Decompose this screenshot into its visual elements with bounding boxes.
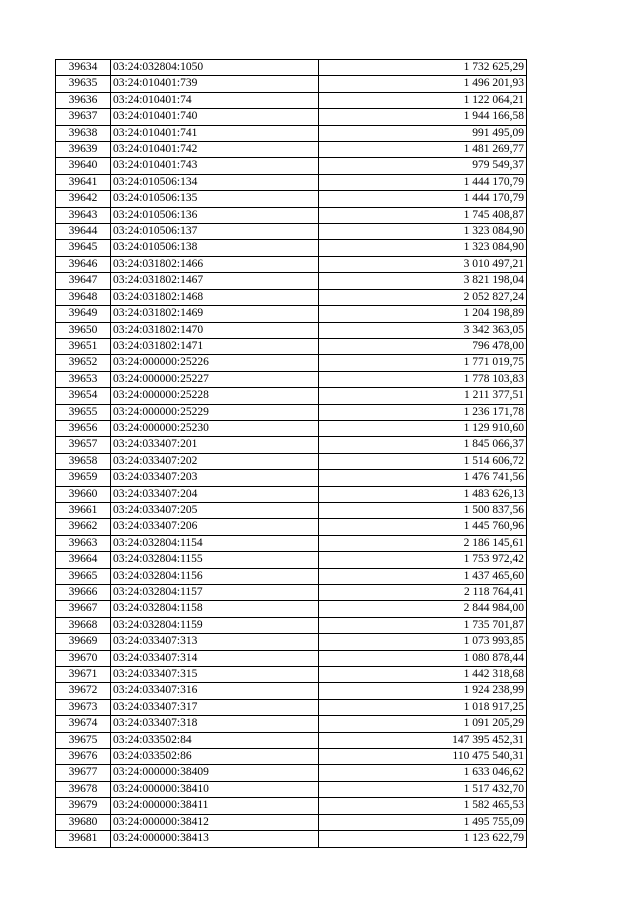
row-number-cell: 39651 xyxy=(56,338,111,354)
table-row xyxy=(56,535,527,551)
row-number-cell: 39677 xyxy=(56,765,111,781)
table-row xyxy=(56,174,527,190)
table-row xyxy=(56,207,527,223)
row-number-cell: 39652 xyxy=(56,355,111,371)
cadastral-number-cell: 03:24:033407:316 xyxy=(111,683,319,699)
value-cell: 1 845 066,37 xyxy=(319,437,527,453)
value-cell: 1 778 103,83 xyxy=(319,371,527,387)
cadastral-number-cell: 03:24:033407:313 xyxy=(111,634,319,650)
row-number-cell: 39670 xyxy=(56,650,111,666)
row-number-cell: 39666 xyxy=(56,585,111,601)
cadastral-number-cell: 03:24:031802:1466 xyxy=(111,256,319,272)
row-number-cell: 39634 xyxy=(56,60,111,76)
table-row xyxy=(56,716,527,732)
cadastral-number-cell: 03:24:033407:202 xyxy=(111,453,319,469)
cadastral-number-cell: 03:24:000000:38410 xyxy=(111,781,319,797)
row-number-cell: 39679 xyxy=(56,798,111,814)
cadastral-number-cell: 03:24:033407:204 xyxy=(111,486,319,502)
table-row xyxy=(56,502,527,518)
table-row xyxy=(56,109,527,125)
table-row xyxy=(56,617,527,633)
row-number-cell: 39640 xyxy=(56,158,111,174)
table-row xyxy=(56,650,527,666)
row-number-cell: 39661 xyxy=(56,502,111,518)
cadastral-number-cell: 03:24:033407:206 xyxy=(111,519,319,535)
row-number-cell: 39680 xyxy=(56,814,111,830)
cadastral-number-cell: 03:24:010401:742 xyxy=(111,142,319,158)
value-cell: 1 442 318,68 xyxy=(319,667,527,683)
value-cell: 1 582 465,53 xyxy=(319,798,527,814)
row-number-cell: 39636 xyxy=(56,92,111,108)
row-number-cell: 39638 xyxy=(56,125,111,141)
row-number-cell: 39657 xyxy=(56,437,111,453)
value-cell: 2 844 984,00 xyxy=(319,601,527,617)
cadastral-number-cell: 03:24:032804:1154 xyxy=(111,535,319,551)
cadastral-number-cell: 03:24:032804:1155 xyxy=(111,552,319,568)
value-cell: 1 753 972,42 xyxy=(319,552,527,568)
row-number-cell: 39681 xyxy=(56,831,111,847)
value-cell: 1 924 238,99 xyxy=(319,683,527,699)
row-number-cell: 39671 xyxy=(56,667,111,683)
cadastral-number-cell: 03:24:000000:25229 xyxy=(111,404,319,420)
value-cell: 1 732 625,29 xyxy=(319,60,527,76)
value-cell: 1 323 084,90 xyxy=(319,224,527,240)
value-cell: 1 211 377,51 xyxy=(319,388,527,404)
row-number-cell: 39668 xyxy=(56,617,111,633)
row-number-cell: 39673 xyxy=(56,699,111,715)
table-row xyxy=(56,831,527,847)
cadastral-number-cell: 03:24:010506:134 xyxy=(111,174,319,190)
cadastral-number-cell: 03:24:032804:1050 xyxy=(111,60,319,76)
value-cell: 1 073 993,85 xyxy=(319,634,527,650)
value-cell: 2 186 145,61 xyxy=(319,535,527,551)
cadastral-number-cell: 03:24:000000:38413 xyxy=(111,831,319,847)
table-row xyxy=(56,191,527,207)
row-number-cell: 39655 xyxy=(56,404,111,420)
table-row xyxy=(56,306,527,322)
cadastral-number-cell: 03:24:033407:318 xyxy=(111,716,319,732)
row-number-cell: 39649 xyxy=(56,306,111,322)
value-cell: 1 517 432,70 xyxy=(319,781,527,797)
value-cell: 1 735 701,87 xyxy=(319,617,527,633)
value-cell: 1 483 626,13 xyxy=(319,486,527,502)
value-cell: 1 445 760,96 xyxy=(319,519,527,535)
value-cell: 1 481 269,77 xyxy=(319,142,527,158)
value-cell: 1 204 198,89 xyxy=(319,306,527,322)
row-number-cell: 39674 xyxy=(56,716,111,732)
row-number-cell: 39660 xyxy=(56,486,111,502)
row-number-cell: 39664 xyxy=(56,552,111,568)
row-number-cell: 39656 xyxy=(56,420,111,436)
table-row xyxy=(56,125,527,141)
cadastral-number-cell: 03:24:032804:1157 xyxy=(111,585,319,601)
value-cell: 1 745 408,87 xyxy=(319,207,527,223)
row-number-cell: 39643 xyxy=(56,207,111,223)
cadastral-number-cell: 03:24:031802:1469 xyxy=(111,306,319,322)
value-cell: 1 514 606,72 xyxy=(319,453,527,469)
cadastral-number-cell: 03:24:033407:315 xyxy=(111,667,319,683)
value-cell: 1 091 205,29 xyxy=(319,716,527,732)
row-number-cell: 39639 xyxy=(56,142,111,158)
cadastral-number-cell: 03:24:033407:314 xyxy=(111,650,319,666)
table-row xyxy=(56,273,527,289)
value-cell: 991 495,09 xyxy=(319,125,527,141)
row-number-cell: 39646 xyxy=(56,256,111,272)
value-cell: 1 323 084,90 xyxy=(319,240,527,256)
row-number-cell: 39678 xyxy=(56,781,111,797)
cadastral-number-cell: 03:24:031802:1470 xyxy=(111,322,319,338)
row-number-cell: 39654 xyxy=(56,388,111,404)
cadastral-number-cell: 03:24:033502:84 xyxy=(111,732,319,748)
value-cell: 1 771 019,75 xyxy=(319,355,527,371)
row-number-cell: 39647 xyxy=(56,273,111,289)
table-row xyxy=(56,749,527,765)
value-cell: 2 118 764,41 xyxy=(319,585,527,601)
value-cell: 2 052 827,24 xyxy=(319,289,527,305)
table-row xyxy=(56,92,527,108)
table-row xyxy=(56,388,527,404)
cadastral-number-cell: 03:24:000000:38411 xyxy=(111,798,319,814)
value-cell: 1 496 201,93 xyxy=(319,76,527,92)
table-row xyxy=(56,699,527,715)
row-number-cell: 39644 xyxy=(56,224,111,240)
table-row xyxy=(56,158,527,174)
value-cell: 1 129 910,60 xyxy=(319,420,527,436)
row-number-cell: 39672 xyxy=(56,683,111,699)
value-cell: 1 123 622,79 xyxy=(319,831,527,847)
row-number-cell: 39650 xyxy=(56,322,111,338)
value-cell: 1 080 878,44 xyxy=(319,650,527,666)
table-row xyxy=(56,76,527,92)
value-cell: 1 633 046,62 xyxy=(319,765,527,781)
table-row xyxy=(56,322,527,338)
table-row xyxy=(56,404,527,420)
cadastral-number-cell: 03:24:033407:203 xyxy=(111,470,319,486)
cadastral-number-cell: 03:24:031802:1467 xyxy=(111,273,319,289)
value-cell: 1 236 171,78 xyxy=(319,404,527,420)
value-cell: 1 495 755,09 xyxy=(319,814,527,830)
table-row xyxy=(56,224,527,240)
cadastral-number-cell: 03:24:000000:38409 xyxy=(111,765,319,781)
cadastral-number-cell: 03:24:000000:25230 xyxy=(111,420,319,436)
cadastral-number-cell: 03:24:032804:1156 xyxy=(111,568,319,584)
cadastral-number-cell: 03:24:000000:25228 xyxy=(111,388,319,404)
value-cell: 3 010 497,21 xyxy=(319,256,527,272)
value-cell: 1 437 465,60 xyxy=(319,568,527,584)
cadastral-number-cell: 03:24:000000:25227 xyxy=(111,371,319,387)
row-number-cell: 39642 xyxy=(56,191,111,207)
cadastral-number-cell: 03:24:010401:740 xyxy=(111,109,319,125)
table-row xyxy=(56,420,527,436)
table-row xyxy=(56,519,527,535)
cadastral-number-cell: 03:24:032804:1158 xyxy=(111,601,319,617)
cadastral-number-cell: 03:24:010401:741 xyxy=(111,125,319,141)
table-row xyxy=(56,585,527,601)
table-row xyxy=(56,568,527,584)
cadastral-value-table xyxy=(55,59,527,848)
cadastral-number-cell: 03:24:000000:38412 xyxy=(111,814,319,830)
table-row xyxy=(56,601,527,617)
value-cell: 3 821 198,04 xyxy=(319,273,527,289)
table-row xyxy=(56,371,527,387)
row-number-cell: 39653 xyxy=(56,371,111,387)
table-row xyxy=(56,437,527,453)
cadastral-number-cell: 03:24:010506:135 xyxy=(111,191,319,207)
value-cell: 1 444 170,79 xyxy=(319,191,527,207)
value-cell: 979 549,37 xyxy=(319,158,527,174)
value-cell: 1 476 741,56 xyxy=(319,470,527,486)
row-number-cell: 39658 xyxy=(56,453,111,469)
value-cell: 1 500 837,56 xyxy=(319,502,527,518)
row-number-cell: 39648 xyxy=(56,289,111,305)
table-row xyxy=(56,683,527,699)
cadastral-number-cell: 03:24:033502:86 xyxy=(111,749,319,765)
row-number-cell: 39675 xyxy=(56,732,111,748)
cadastral-number-cell: 03:24:010401:743 xyxy=(111,158,319,174)
cadastral-number-cell: 03:24:010401:74 xyxy=(111,92,319,108)
cadastral-number-cell: 03:24:031802:1468 xyxy=(111,289,319,305)
value-cell: 147 395 452,31 xyxy=(319,732,527,748)
table-row xyxy=(56,634,527,650)
table-row xyxy=(56,552,527,568)
row-number-cell: 39641 xyxy=(56,174,111,190)
cadastral-number-cell: 03:24:033407:201 xyxy=(111,437,319,453)
table-row xyxy=(56,486,527,502)
value-cell: 1 444 170,79 xyxy=(319,174,527,190)
table-row xyxy=(56,256,527,272)
table-row xyxy=(56,355,527,371)
table-row xyxy=(56,289,527,305)
row-number-cell: 39635 xyxy=(56,76,111,92)
table-row xyxy=(56,667,527,683)
table-row xyxy=(56,470,527,486)
table-row xyxy=(56,60,527,76)
row-number-cell: 39659 xyxy=(56,470,111,486)
value-cell: 1 944 166,58 xyxy=(319,109,527,125)
cadastral-number-cell: 03:24:000000:25226 xyxy=(111,355,319,371)
table-row xyxy=(56,765,527,781)
table-row xyxy=(56,798,527,814)
cadastral-number-cell: 03:24:033407:205 xyxy=(111,502,319,518)
row-number-cell: 39676 xyxy=(56,749,111,765)
table-row xyxy=(56,142,527,158)
table-row xyxy=(56,732,527,748)
cadastral-number-cell: 03:24:010506:137 xyxy=(111,224,319,240)
value-cell: 110 475 540,31 xyxy=(319,749,527,765)
table-body xyxy=(56,60,527,848)
table-row xyxy=(56,781,527,797)
cadastral-number-cell: 03:24:032804:1159 xyxy=(111,617,319,633)
row-number-cell: 39669 xyxy=(56,634,111,650)
cadastral-number-cell: 03:24:031802:1471 xyxy=(111,338,319,354)
row-number-cell: 39645 xyxy=(56,240,111,256)
row-number-cell: 39662 xyxy=(56,519,111,535)
cadastral-number-cell: 03:24:010401:739 xyxy=(111,76,319,92)
cadastral-number-cell: 03:24:010506:138 xyxy=(111,240,319,256)
value-cell: 796 478,00 xyxy=(319,338,527,354)
table-row xyxy=(56,453,527,469)
row-number-cell: 39667 xyxy=(56,601,111,617)
row-number-cell: 39637 xyxy=(56,109,111,125)
cadastral-number-cell: 03:24:033407:317 xyxy=(111,699,319,715)
value-cell: 3 342 363,05 xyxy=(319,322,527,338)
value-cell: 1 122 064,21 xyxy=(319,92,527,108)
table-row xyxy=(56,814,527,830)
table-row xyxy=(56,338,527,354)
row-number-cell: 39663 xyxy=(56,535,111,551)
value-cell: 1 018 917,25 xyxy=(319,699,527,715)
table-row xyxy=(56,240,527,256)
cadastral-number-cell: 03:24:010506:136 xyxy=(111,207,319,223)
row-number-cell: 39665 xyxy=(56,568,111,584)
